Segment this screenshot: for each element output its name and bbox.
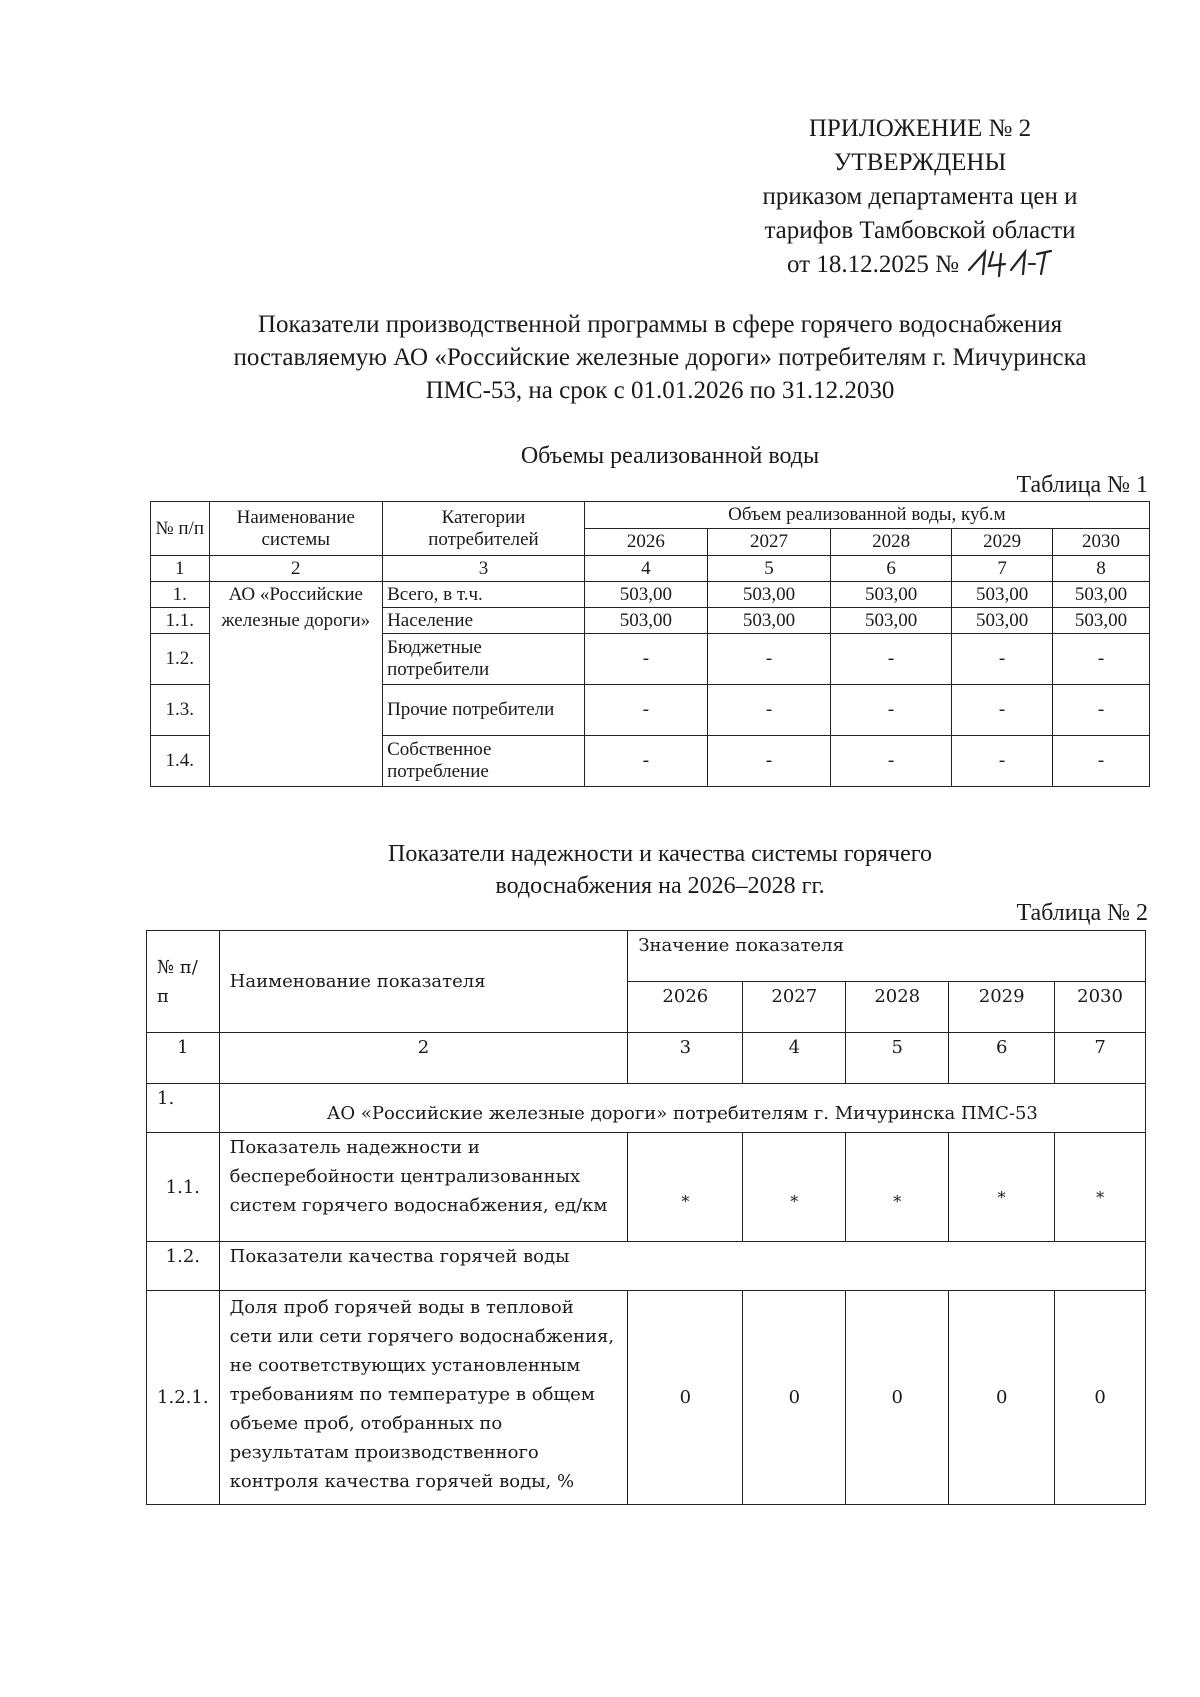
- col-number: 6: [831, 556, 952, 582]
- col-number: 2: [209, 556, 383, 582]
- appendix-number: ПРИЛОЖЕНИЕ № 2: [808, 115, 1032, 142]
- row-name: Показатель надежности и бесперебойности централизованных систем горячего водоснабжения, ед/км: [219, 1133, 628, 1242]
- table-row: [151, 582, 1150, 608]
- row-value: 503,00: [584, 608, 707, 634]
- year-cell: 2030: [1053, 529, 1150, 556]
- reliability-quality-table: [146, 930, 1146, 1505]
- row-num: 1.4.: [151, 736, 210, 787]
- col-number: 3: [383, 556, 585, 582]
- row-value: 0: [628, 1291, 743, 1505]
- approval-line-1: приказом департамента цен и: [762, 183, 1078, 210]
- row-value: *: [628, 1133, 743, 1242]
- document-title: [130, 308, 1190, 407]
- year-cell: 2026: [628, 982, 743, 1033]
- row-value: 0: [1055, 1291, 1146, 1505]
- row-category: Собственное потребление: [383, 736, 585, 787]
- title-line-2: поставляемую АО «Российские железные дороги» потребителям г. Мичуринска: [233, 344, 1087, 371]
- table-row: [147, 1242, 1146, 1291]
- col-number: 7: [952, 556, 1053, 582]
- header-system: Наименование системы: [209, 502, 383, 556]
- row-num: 1.1.: [151, 608, 210, 634]
- row-value: 503,00: [952, 582, 1053, 608]
- row-value: -: [831, 634, 952, 685]
- section-num: 1.: [147, 1084, 220, 1133]
- col-number: 5: [846, 1033, 949, 1084]
- row-value: -: [952, 634, 1053, 685]
- header-num: № п/п: [151, 502, 210, 556]
- row-value: -: [584, 634, 707, 685]
- row-value: 503,00: [707, 608, 830, 634]
- row-value: -: [1053, 736, 1150, 787]
- row-value: 503,00: [707, 582, 830, 608]
- table2-heading: [300, 838, 1020, 902]
- approved-label: УТВЕРЖДЕНЫ: [833, 149, 1007, 176]
- table1-heading: Объемы реализованной воды: [520, 443, 820, 469]
- row-category: Прочие потребители: [383, 685, 585, 736]
- row-value: -: [707, 685, 830, 736]
- row-value: *: [743, 1133, 846, 1242]
- approval-block: [700, 112, 1140, 282]
- row-value: -: [831, 736, 952, 787]
- title-line-3: ПМС-53, на срок с 01.01.2026 по 31.12.2030: [425, 377, 895, 404]
- water-volume-table: [150, 501, 1150, 787]
- col-number: 7: [1055, 1033, 1146, 1084]
- col-number: 8: [1053, 556, 1150, 582]
- row-value: 0: [949, 1291, 1055, 1505]
- row-category: Население: [383, 608, 585, 634]
- table-row: [147, 1291, 1146, 1505]
- row-num: 1.1.: [147, 1133, 220, 1242]
- header-volume: Объем реализованной воды, куб.м: [584, 502, 1149, 529]
- col-number: 6: [949, 1033, 1055, 1084]
- row-value: *: [1055, 1133, 1146, 1242]
- row-value: 503,00: [1053, 582, 1150, 608]
- col-number: 1: [151, 556, 210, 582]
- year-cell: 2026: [584, 529, 707, 556]
- year-cell: 2028: [831, 529, 952, 556]
- system-name: АО «Российские железные дороги»: [209, 582, 383, 787]
- row-value: 503,00: [584, 582, 707, 608]
- row-num: 1.2.1.: [147, 1291, 220, 1505]
- row-value: -: [952, 736, 1053, 787]
- year-cell: 2030: [1055, 982, 1146, 1033]
- col-number: 5: [707, 556, 830, 582]
- table-row: [147, 1133, 1146, 1242]
- row-value: -: [707, 634, 830, 685]
- year-cell: 2029: [952, 529, 1053, 556]
- col-number: 1: [147, 1033, 220, 1084]
- header-category: Категории потребителей: [383, 502, 585, 556]
- row-category: Бюджетные потребители: [383, 634, 585, 685]
- row-value: 0: [743, 1291, 846, 1505]
- row-value: -: [584, 736, 707, 787]
- row-category: Всего, в т.ч.: [383, 582, 585, 608]
- approval-line-2: тарифов Тамбовской области: [764, 217, 1076, 244]
- table2-label: Таблица № 2: [1016, 900, 1148, 926]
- order-line: [700, 248, 1140, 282]
- col-number: 2: [219, 1033, 628, 1084]
- year-cell: 2027: [707, 529, 830, 556]
- table2-heading-line-2: водоснабжения на 2026–2028 гг.: [495, 873, 825, 899]
- row-value: 503,00: [831, 608, 952, 634]
- col-number: 3: [628, 1033, 743, 1084]
- row-num: 1.3.: [151, 685, 210, 736]
- row-num: 1.: [151, 582, 210, 608]
- col-number: 4: [584, 556, 707, 582]
- row-value: 503,00: [831, 582, 952, 608]
- row-name: Показатели качества горячей воды: [219, 1242, 1145, 1291]
- row-name: Доля проб горячей воды в тепловой сети или сети горячего водоснабжения, не соответствующих установленным требованиям по температуре в общем объеме проб, отобранных по результатам производственного контроля качества горячей воды, %: [219, 1291, 628, 1505]
- row-value: 503,00: [952, 608, 1053, 634]
- col-number: 4: [743, 1033, 846, 1084]
- table1-label: Таблица № 1: [1016, 472, 1148, 498]
- row-value: *: [846, 1133, 949, 1242]
- handwritten-order-number: [965, 248, 1053, 278]
- row-value: -: [584, 685, 707, 736]
- row-value: -: [707, 736, 830, 787]
- table-row: [147, 1084, 1146, 1133]
- row-value: 0: [846, 1291, 949, 1505]
- year-cell: 2028: [846, 982, 949, 1033]
- order-prefix: от 18.12.2025 №: [787, 251, 959, 278]
- row-value: -: [1053, 685, 1150, 736]
- row-value: 503,00: [1053, 608, 1150, 634]
- header-name: Наименование показателя: [219, 931, 628, 1033]
- year-cell: 2027: [743, 982, 846, 1033]
- row-num: 1.2.: [147, 1242, 220, 1291]
- table2-heading-line-1: Показатели надежности и качества системы горячего: [388, 841, 932, 867]
- row-num: 1.2.: [151, 634, 210, 685]
- row-value: -: [952, 685, 1053, 736]
- header-value: Значение показателя: [628, 931, 1146, 982]
- year-cell: 2029: [949, 982, 1055, 1033]
- section-title: АО «Российские железные дороги» потребителям г. Мичуринска ПМС-53: [219, 1084, 1145, 1133]
- row-value: -: [831, 685, 952, 736]
- row-value: *: [949, 1133, 1055, 1242]
- header-num: № п/п: [147, 931, 220, 1033]
- title-line-1: Показатели производственной программы в сфере горячего водоснабжения: [257, 311, 1063, 338]
- row-value: -: [1053, 634, 1150, 685]
